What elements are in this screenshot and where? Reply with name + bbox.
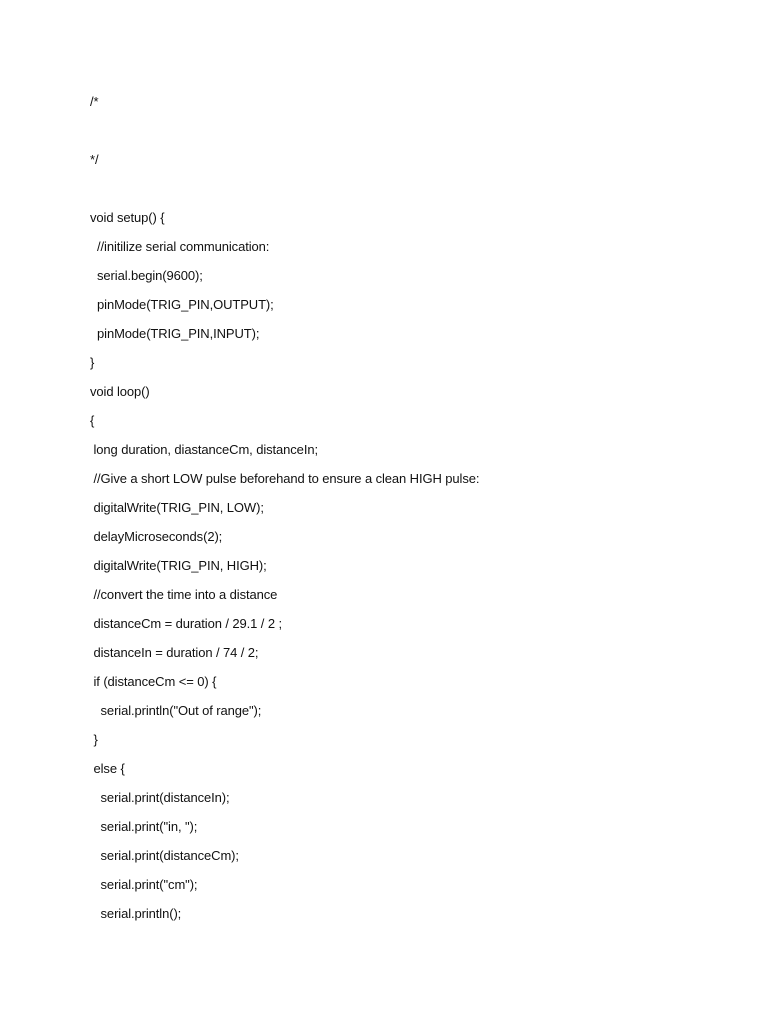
code-line-print-cm-label: serial.print("cm"); (90, 877, 198, 892)
code-line-pinmode-input: pinMode(TRIG_PIN,INPUT); (90, 326, 260, 341)
code-line-print-distance-cm: serial.print(distanceCm); (90, 848, 239, 863)
code-line-distance-cm: distanceCm = duration / 29.1 / 2 ; (90, 616, 282, 631)
code-line-print-in-label: serial.print("in, "); (90, 819, 198, 834)
code-line-pinmode-output: pinMode(TRIG_PIN,OUTPUT); (90, 297, 274, 312)
code-line-setup-signature: void setup() { (90, 210, 165, 225)
code-line-serial-begin: serial.begin(9600); (90, 268, 203, 283)
code-line-if-close: } (90, 732, 98, 747)
code-line-digitalwrite-high: digitalWrite(TRIG_PIN, HIGH); (90, 558, 267, 573)
code-line-variable-declarations: long duration, diastanceCm, distanceIn; (90, 442, 318, 457)
code-line-loop-signature: void loop() (90, 384, 150, 399)
code-line-if-condition: if (distanceCm <= 0) { (90, 674, 217, 689)
code-line-loop-open: { (90, 413, 95, 428)
code-line-else: else { (90, 761, 125, 776)
code-line-setup-close: } (90, 355, 95, 370)
code-line-digitalwrite-low: digitalWrite(TRIG_PIN, LOW); (90, 500, 264, 515)
code-line-comment-open: /* (90, 94, 99, 109)
code-line-convert-comment: //convert the time into a distance (90, 587, 278, 602)
code-line-distance-in: distanceIn = duration / 74 / 2; (90, 645, 259, 660)
code-line-delay: delayMicroseconds(2); (90, 529, 223, 544)
code-line-pulse-comment: //Give a short LOW pulse beforehand to ensure a clean HIGH pulse: (90, 471, 480, 486)
code-line-print-distance-in: serial.print(distanceIn); (90, 790, 230, 805)
code-line-println: serial.println(); (90, 906, 182, 921)
code-line-setup-comment: //initilize serial communication: (90, 239, 270, 254)
code-line-comment-close: */ (90, 152, 99, 167)
code-line-out-of-range: serial.println("Out of range"); (90, 703, 262, 718)
